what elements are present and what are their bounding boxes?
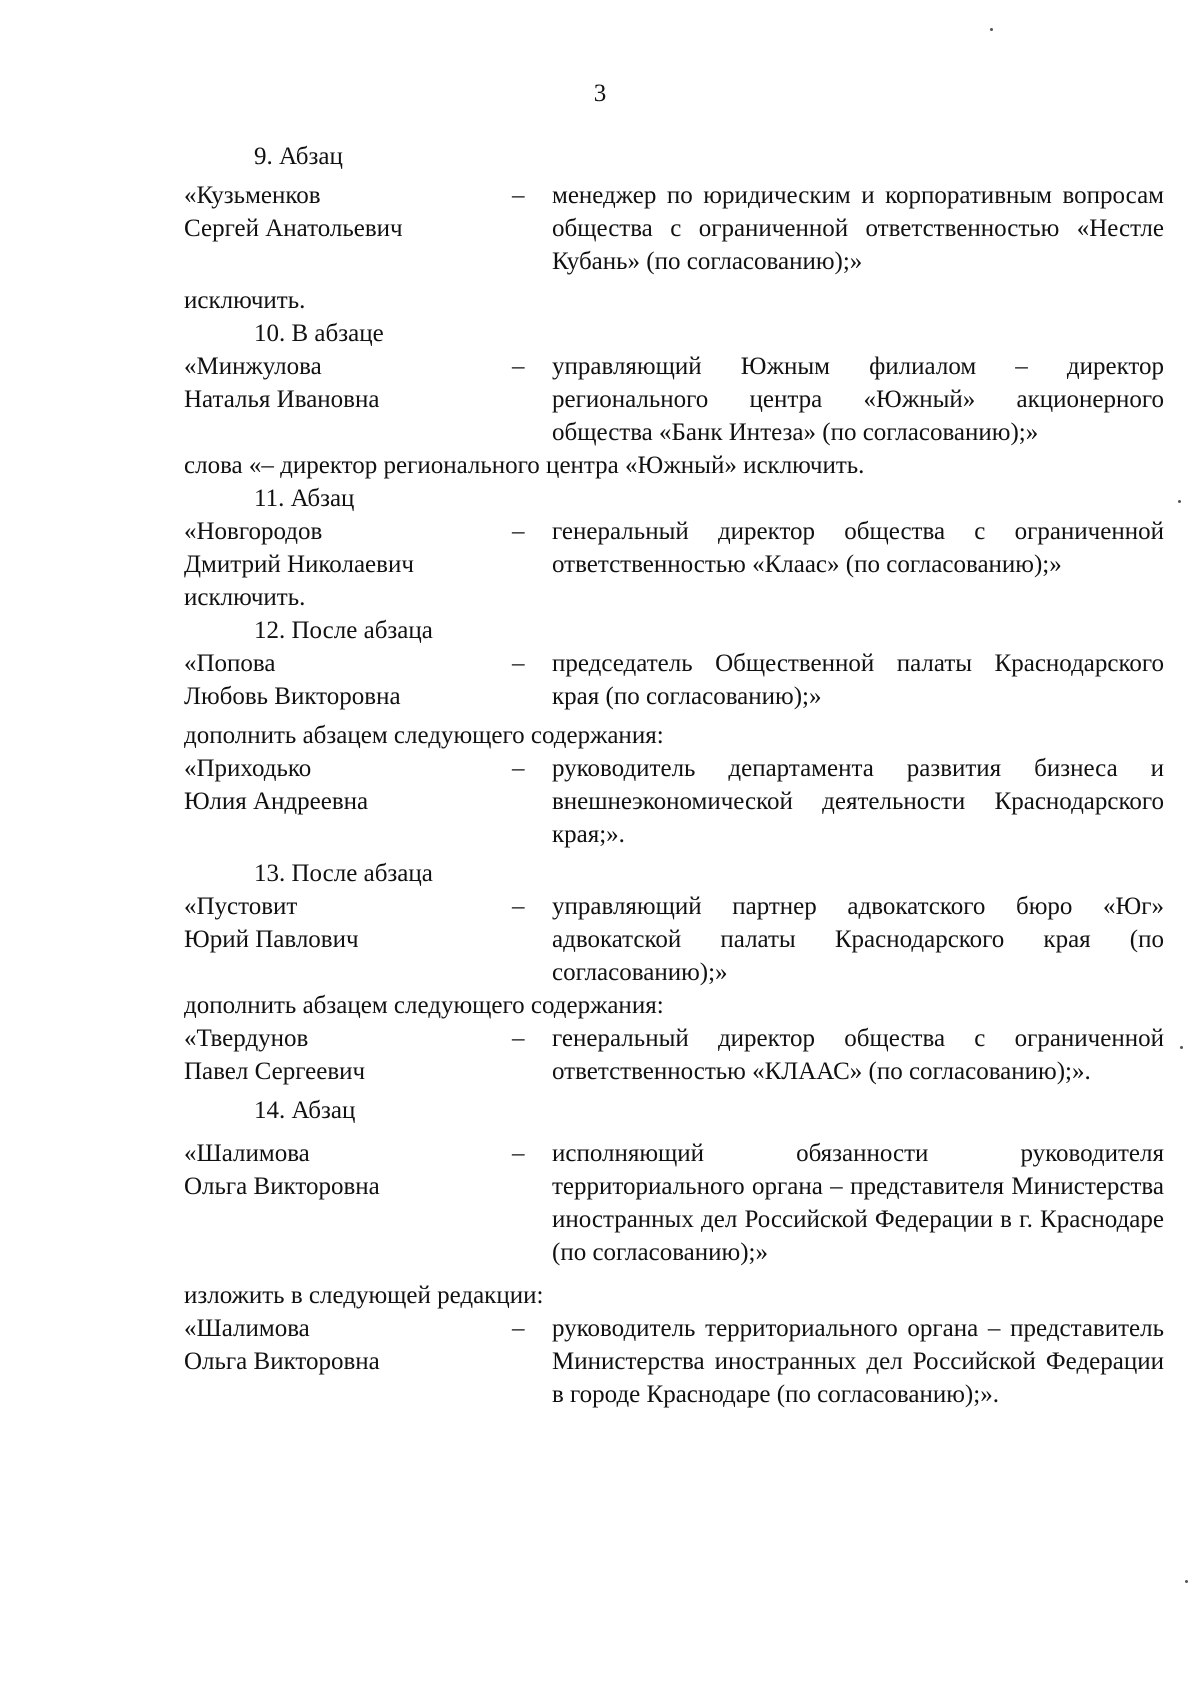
entry-name [184,350,512,416]
surname: «Кузьменков [184,182,321,209]
given-names: Любовь Викторовна [184,683,401,710]
item-13-action: дополнить абзацем следующего содержания: [184,992,664,1019]
item-9-entry [184,179,1164,278]
item-14-new-entry [184,1312,1164,1411]
item-10-entry [184,350,1164,449]
item-14-entry [184,1137,1164,1269]
entry-dash: – [512,650,525,677]
entry-dash: – [512,1315,525,1342]
entry-name [184,752,512,818]
item-11-entry [184,515,1164,581]
given-names: Юлия Андреевна [184,788,369,815]
scan-speck [1178,500,1181,503]
item-11-action: исключить. [184,584,306,611]
entry-dash: – [512,1025,525,1052]
entry-dash: – [512,518,525,545]
entry-dash: – [512,893,525,920]
entry-description: менеджер по юридическим и корпоративным вопросам общества с ограниченной ответственностью «Нестле Кубань» (по согласованию);» [552,182,1164,275]
given-names: Сергей Анатольевич [184,215,403,242]
item-13-heading: 13. После абзаца [254,860,433,887]
surname: «Твердунов [184,1025,309,1052]
surname: «Шалимова [184,1315,310,1342]
given-names: Юрий Павлович [184,926,359,953]
entry-description: исполняющий обязанности руководителя территориального органа – представителя Министерства иностранных дел Российской Федерации в г. Краснодаре (по согласованию);» [552,1140,1164,1266]
item-11-heading: 11. Абзац [254,485,355,512]
given-names: Наталья Ивановна [184,386,380,413]
surname: «Попова [184,650,276,677]
entry-name [184,179,512,245]
entry-dash: – [512,755,525,782]
entry-name [184,1022,512,1088]
surname: «Шалимова [184,1140,310,1167]
document-body [184,140,1164,1411]
given-names: Ольга Викторовна [184,1348,380,1375]
entry-dash: – [512,182,525,209]
entry-name [184,647,512,713]
item-12-action: дополнить абзацем следующего содержания: [184,722,664,749]
item-10-action: слова «– директор регионального центра «Южный» исключить. [184,452,865,479]
page-number: 3 [593,80,607,107]
surname: «Новгородов [184,518,323,545]
surname: «Пустовит [184,893,298,920]
scan-speck [990,28,993,31]
item-14-heading: 14. Абзац [254,1097,356,1124]
entry-name [184,515,512,581]
entry-description: генеральный директор общества с ограниченной ответственностью «КЛААС» (по согласованию);». [552,1025,1164,1085]
entry-name [184,1312,512,1378]
scan-speck [1180,1046,1183,1049]
item-9-action: исключить. [184,287,306,314]
item-12-entry [184,647,1164,713]
scan-speck [1185,1580,1188,1583]
given-names: Павел Сергеевич [184,1058,366,1085]
entry-description: генеральный директор общества с ограниченной ответственностью «Клаас» (по согласованию);» [552,518,1164,578]
surname: «Минжулова [184,353,322,380]
item-13-new-entry [184,1022,1164,1088]
entry-description: управляющий Южным филиалом – директор регионального центра «Южный» акционерного общества «Банк Интеза» (по согласованию);» [552,353,1164,446]
given-names: Дмитрий Николаевич [184,551,414,578]
entry-dash: – [512,1140,525,1167]
item-12-heading: 12. После абзаца [254,617,433,644]
entry-description: руководитель территориального органа – представитель Министерства иностранных дел Российской Федерации в городе Краснодаре (по согласованию);». [552,1315,1164,1408]
entry-description: руководитель департамента развития бизнеса и внешнеэкономической деятельности Краснодарского края;». [552,755,1164,848]
item-12-new-entry [184,752,1164,851]
surname: «Приходько [184,755,312,782]
entry-dash: – [512,353,525,380]
entry-name [184,1137,512,1203]
entry-name [184,890,512,956]
item-14-action: изложить в следующей редакции: [184,1282,544,1309]
item-13-entry [184,890,1164,989]
given-names: Ольга Викторовна [184,1173,380,1200]
entry-description: председатель Общественной палаты Краснодарского края (по согласованию);» [552,650,1164,710]
item-9-heading: 9. Абзац [254,143,343,170]
item-10-heading: 10. В абзаце [254,320,384,347]
entry-description: управляющий партнер адвокатского бюро «Юг» адвокатской палаты Краснодарского края (по согласованию);» [552,893,1164,986]
